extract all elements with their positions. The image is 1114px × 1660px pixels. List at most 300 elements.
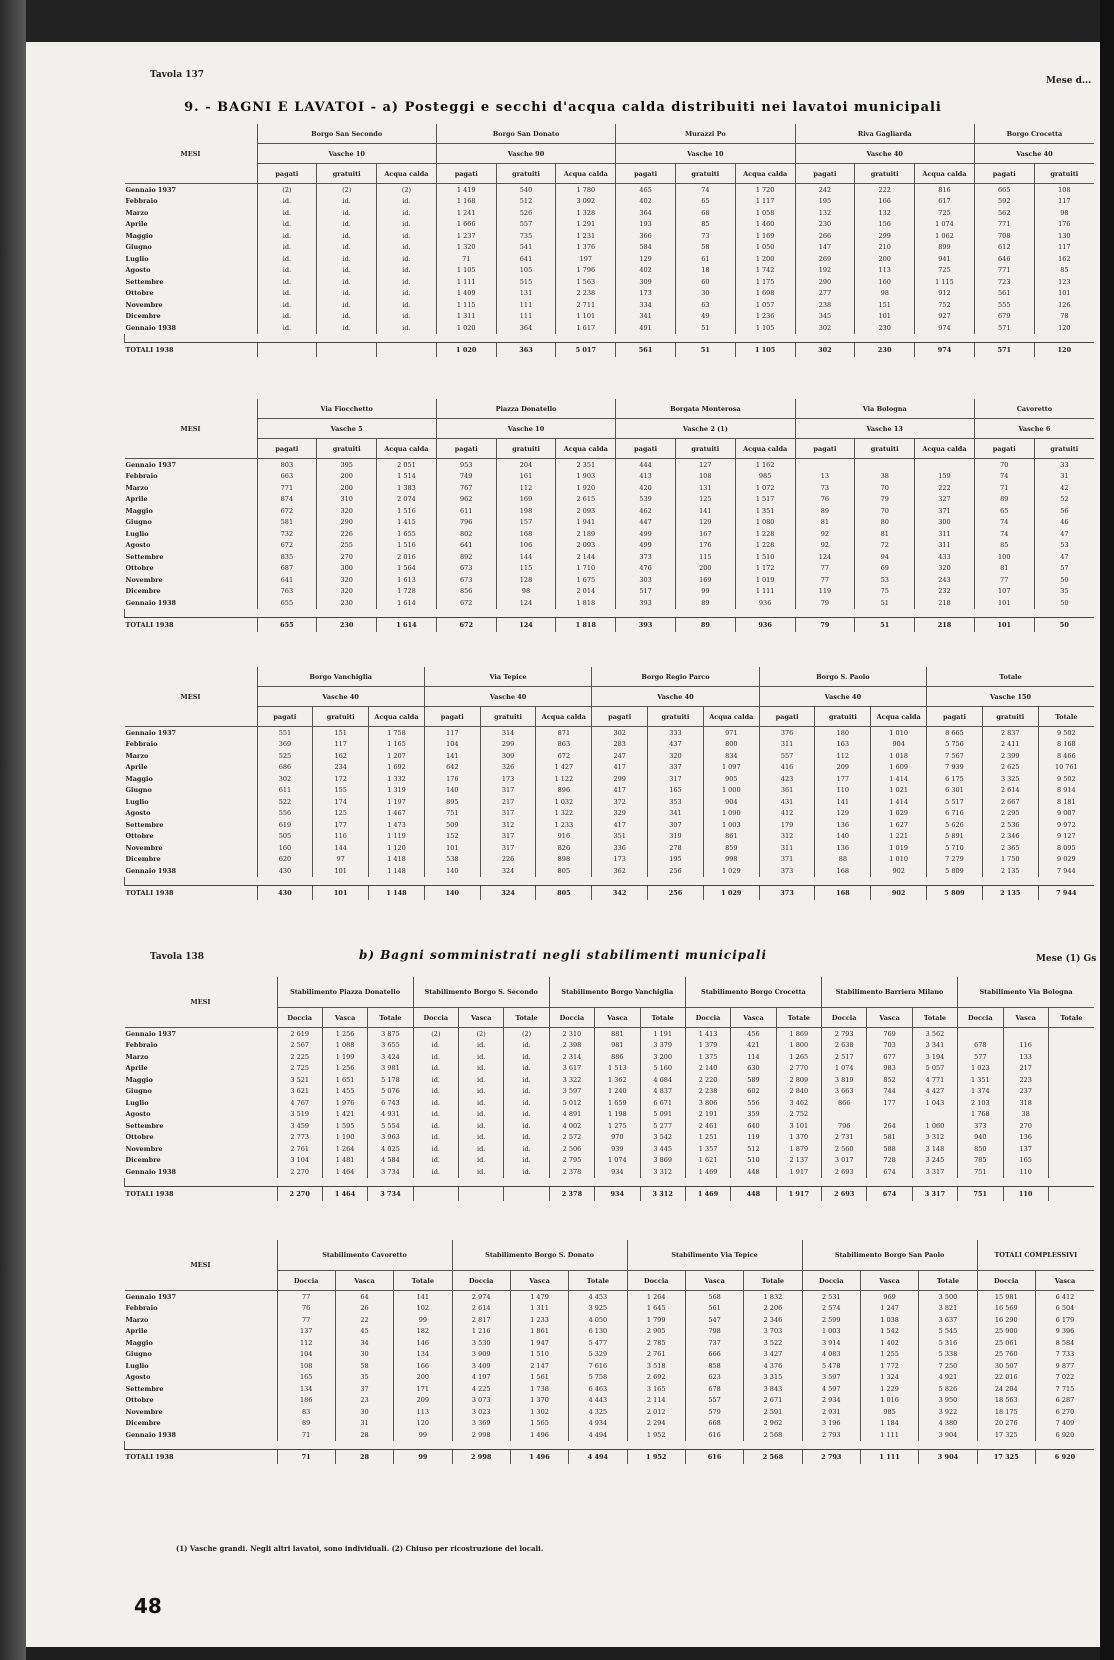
bagni2-row [125,1291,1095,1303]
value-cell: 65 [974,505,1034,517]
month-label: Dicembre [125,1156,161,1165]
value-cell [855,459,915,471]
value-cell: 551 [257,727,313,739]
value-cell: id. [413,1040,458,1052]
doccia-header: Doccia [977,1271,1035,1291]
value-cell: 4 931 [368,1109,413,1121]
value-cell: 412 [759,808,815,820]
bagni1-row [125,1109,1095,1121]
value-cell: 1 542 [860,1326,918,1338]
value-cell: 2 135 [982,865,1038,877]
value-cell: 1 233 [536,819,592,831]
value-cell: 437 [648,739,704,751]
value-cell: 362 [592,865,648,877]
total-cell: 3 312 [640,1186,685,1201]
value-cell: 476 [616,563,676,575]
value-cell: 25 900 [977,1326,1035,1338]
value-cell: 1 062 [915,230,975,242]
value-cell: 277 [795,288,855,300]
value-cell [958,1028,1003,1040]
value-cell: 465 [616,184,676,196]
vasche-header: Vasche 10 [436,419,615,439]
value-cell: 5 338 [919,1349,977,1361]
value-cell: 56 [1034,505,1094,517]
value-cell: 1 060 [912,1120,957,1132]
value-cell: id. [317,299,377,311]
value-cell: 6 671 [640,1097,685,1109]
value-cell: 73 [675,230,735,242]
month-label: Maggio [125,1075,153,1084]
vasca-header: Vasca [595,1008,640,1028]
value-cell: 320 [317,505,377,517]
bagni1-row [125,1120,1095,1132]
total-cell: 561 [616,342,676,357]
value-cell: 168 [496,528,556,540]
value-cell: id. [459,1166,504,1178]
value-cell: 3 325 [982,773,1038,785]
bagni2-row [125,1360,1095,1372]
pagati-header: pagati [436,439,496,459]
value-cell: 1 291 [556,219,616,231]
value-cell: 916 [536,831,592,843]
value-cell: 3 922 [919,1406,977,1418]
value-cell: 26 [335,1303,393,1315]
group-header: Murazzi Po [616,124,795,144]
value-cell: 6 301 [927,785,983,797]
value-cell: 2 667 [982,796,1038,808]
value-cell: 456 [731,1028,776,1040]
value-cell: 3 637 [919,1314,977,1326]
value-cell: 173 [480,773,536,785]
value-cell: 2 093 [556,540,616,552]
value-cell: id. [257,322,317,334]
value-cell: 3 734 [368,1166,413,1178]
value-cell: id. [257,219,317,231]
value-cell: 134 [394,1349,452,1361]
vasche-header: Vasche 40 [257,687,424,707]
value-cell: 2 114 [627,1395,685,1407]
vasca-header: Vasca [322,1008,367,1028]
value-cell: 110 [815,785,871,797]
value-cell: 373 [958,1120,1003,1132]
posteggi2-row [125,597,1095,609]
value-cell: 611 [257,785,313,797]
group-header: Cavoretto [974,399,1094,419]
stabilimento-header: Stabilimento Via Bologna [958,977,1094,1008]
value-cell: 72 [855,540,915,552]
bagni2-row [125,1429,1095,1441]
group-header: Borgata Monterosa [616,399,795,419]
value-cell: 131 [496,288,556,300]
value-cell: 133 [1003,1051,1048,1063]
value-cell: id. [504,1074,549,1086]
value-cell: 120 [1034,322,1094,334]
value-cell: 3 914 [802,1337,860,1349]
value-cell: 1 119 [369,831,425,843]
value-cell: 1 236 [735,311,795,323]
value-cell: 737 [685,1337,743,1349]
value-cell: id. [317,207,377,219]
value-cell: 4 837 [640,1086,685,1098]
stabilimento-header: Stabilimento Borgo San Paolo [802,1240,977,1271]
posteggi2-row [125,540,1095,552]
bagni2-row [125,1383,1095,1395]
totale-header: Totale [394,1271,452,1291]
totale-header: Totale [912,1008,957,1028]
total-cell: 1 496 [510,1449,568,1464]
value-cell: 195 [795,196,855,208]
section-title-a: 9. - BAGNI E LAVATOI - a) Posteggi e secchi d'acqua calda distribuiti nei lavatoi municipali [184,100,942,115]
vasca-header: Vasca [510,1271,568,1291]
value-cell: 985 [735,471,795,483]
value-cell: 5 826 [919,1383,977,1395]
value-cell: 1 370 [510,1395,568,1407]
value-cell: 128 [496,574,556,586]
value-cell: 1 514 [377,471,437,483]
value-cell: 1 768 [958,1109,1003,1121]
page-number: 48 [134,1594,162,1618]
value-cell: 30 [335,1406,393,1418]
value-cell: 2 931 [802,1406,860,1418]
value-cell: 1 698 [735,288,795,300]
month-label: Maggio [125,774,153,783]
value-cell: 2 840 [776,1086,821,1098]
month-label: Gennaio 1937 [125,1292,177,1301]
mesi-header: MESI [125,399,258,459]
value-cell: 4 494 [569,1429,627,1441]
value-cell: 725 [915,207,975,219]
value-cell: 99 [675,586,735,598]
value-cell: 73 [795,482,855,494]
table-posteggi-1 [124,124,1094,357]
month-label: Ottobre [125,564,154,573]
value-cell: 3 806 [685,1097,730,1109]
month-label: Settembre [125,277,164,286]
month-label: Dicembre [125,587,161,596]
value-cell: 1 332 [369,773,425,785]
value-cell: 4 427 [912,1086,957,1098]
total-cell: 363 [496,342,556,357]
value-cell: 1 651 [322,1074,367,1086]
value-cell: 146 [394,1337,452,1349]
value-cell: 744 [867,1086,912,1098]
value-cell: 3 194 [912,1051,957,1063]
posteggi1-row [125,276,1095,288]
value-cell: 556 [257,808,313,820]
value-cell: 892 [436,551,496,563]
total-cell: 1 029 [703,885,759,900]
value-cell: 1 720 [735,184,795,196]
value-cell: 539 [616,494,676,506]
value-cell: 1 613 [377,574,437,586]
value-cell: 1 799 [627,1314,685,1326]
value-cell: 7 567 [927,750,983,762]
value-cell: 177 [815,773,871,785]
month-label: Maggio [125,1338,153,1347]
month-label: Dicembre [125,1419,161,1428]
total-cell: 342 [592,885,648,900]
value-cell: 4 002 [549,1120,594,1132]
value-cell: 505 [257,831,313,843]
value-cell: id. [317,196,377,208]
value-cell: 1 379 [685,1040,730,1052]
vasca-header: Vasca [731,1008,776,1028]
value-cell: 3 409 [452,1360,510,1372]
value-cell: 3 562 [912,1028,957,1040]
value-cell: 310 [317,494,377,506]
pagati-header: pagati [257,707,313,727]
value-cell: 230 [795,219,855,231]
value-cell: 1 351 [958,1074,1003,1086]
value-cell: 1 275 [595,1120,640,1132]
month-label: Ottobre [125,832,154,841]
value-cell: 858 [685,1360,743,1372]
totale-header: Totale [368,1008,413,1028]
value-cell: 1 074 [595,1155,640,1167]
value-cell: 5 091 [640,1109,685,1121]
total-cell: 101 [313,885,369,900]
value-cell: 312 [480,819,536,831]
vasche-header: Vasche 90 [436,144,615,164]
value-cell: 317 [480,831,536,843]
value-cell: 4 225 [452,1383,510,1395]
posteggi3-row [125,819,1095,831]
value-cell: 373 [759,865,815,877]
value-cell: 97 [313,854,369,866]
value-cell: id. [413,1097,458,1109]
value-cell: 2 144 [556,551,616,563]
value-cell: 834 [703,750,759,762]
acqua-header: Acqua calda [915,439,975,459]
value-cell: 1 473 [369,819,425,831]
value-cell: 971 [703,727,759,739]
value-cell: (2) [257,184,317,196]
value-cell: 557 [496,219,556,231]
value-cell: 2 770 [776,1063,821,1075]
value-cell: 157 [496,517,556,529]
value-cell: 42 [1034,482,1094,494]
value-cell: 167 [675,528,735,540]
acqua-header: Acqua calda [735,439,795,459]
value-cell: 1 105 [436,265,496,277]
value-cell: 2 572 [549,1132,594,1144]
value-cell: 2 625 [982,762,1038,774]
value-cell: 192 [795,265,855,277]
vasche-header: Vasche 40 [424,687,591,707]
value-cell: 372 [592,796,648,808]
value-cell: 2 619 [277,1028,322,1040]
value-cell: 4 684 [640,1074,685,1086]
value-cell: 871 [536,727,592,739]
value-cell: 749 [436,471,496,483]
value-cell: 151 [855,299,915,311]
value-cell: 198 [496,505,556,517]
value-cell: 668 [685,1418,743,1430]
value-cell: 317 [480,842,536,854]
gratuiti-header: gratuiti [313,707,369,727]
value-cell: 5 756 [927,739,983,751]
month-label: Settembre [125,1384,164,1393]
value-cell: 9 502 [1038,773,1094,785]
value-cell: 182 [394,1326,452,1338]
value-cell: 557 [685,1395,743,1407]
value-cell: 329 [592,808,648,820]
posteggi3-row [125,796,1095,808]
value-cell: 1 168 [436,196,496,208]
month-label: Gennaio 1937 [125,460,177,469]
value-cell: 771 [974,265,1034,277]
value-cell: 2 314 [549,1051,594,1063]
value-cell: 2 795 [549,1155,594,1167]
value-cell: 1 197 [369,796,425,808]
value-cell: 94 [855,551,915,563]
value-cell: id. [504,1051,549,1063]
value-cell: 2 574 [802,1303,860,1315]
value-cell: 672 [257,540,317,552]
value-cell: 2 137 [776,1155,821,1167]
value-cell: 1 020 [436,322,496,334]
value-cell: 2 567 [277,1040,322,1052]
totali-complessivi-header: TOTALI COMPLESSIVI [977,1240,1094,1271]
value-cell: 210 [855,242,915,254]
pagati-header: pagati [616,439,676,459]
value-cell: 300 [915,517,975,529]
value-cell: 3 981 [368,1063,413,1075]
value-cell: 361 [759,785,815,797]
posteggi1-row [125,184,1095,196]
value-cell: 1 917 [776,1166,821,1178]
value-cell: id. [413,1120,458,1132]
value-cell: 4 083 [802,1349,860,1361]
value-cell: 1 198 [595,1109,640,1121]
value-cell: 116 [313,831,369,843]
value-cell: 2 517 [822,1051,867,1063]
month-label: Ottobre [125,289,154,298]
value-cell: 1 565 [510,1418,568,1430]
value-cell: 1 122 [536,773,592,785]
month-label: Giugno [125,786,152,795]
posteggi1-row [125,288,1095,300]
value-cell: 803 [257,459,317,471]
totale-header: Totale [744,1271,802,1291]
total-label: TOTALI 1938 [125,342,258,357]
value-cell: 3 315 [744,1372,802,1384]
gratuiti-header: gratuiti [496,164,556,184]
total-cell: 373 [759,885,815,900]
value-cell: 491 [616,322,676,334]
value-cell: 509 [424,819,480,831]
total-cell: 2 270 [277,1186,322,1201]
value-cell: 1 088 [322,1040,367,1052]
bagni1-row [125,1132,1095,1144]
totale-header: Totale [569,1271,627,1291]
value-cell [1048,1109,1094,1121]
total-cell: 6 920 [1035,1449,1094,1464]
value-cell: 74 [974,528,1034,540]
value-cell: 1 032 [536,796,592,808]
value-cell: 311 [915,528,975,540]
value-cell: 448 [731,1166,776,1178]
value-cell: 1 415 [377,517,437,529]
table-label-138: Tavola 138 [150,952,205,962]
value-cell: 5 160 [640,1063,685,1075]
value-cell [1048,1086,1094,1098]
value-cell: 616 [685,1429,743,1441]
month-label: Maggio [125,231,153,240]
value-cell: id. [317,265,377,277]
total-cell: 751 [958,1186,1003,1201]
value-cell: 2 189 [556,528,616,540]
value-cell: 5 626 [927,819,983,831]
pagati-header: pagati [616,164,676,184]
value-cell: 81 [855,528,915,540]
value-cell: 108 [277,1360,335,1372]
total-cell: 672 [436,617,496,632]
value-cell: 237 [1003,1086,1048,1098]
doccia-header: Doccia [822,1008,867,1028]
value-cell: 402 [616,196,676,208]
posteggi3-row [125,831,1095,843]
value-cell: 3 165 [627,1383,685,1395]
value-cell: 151 [313,727,369,739]
value-cell: 64 [335,1291,393,1303]
value-cell: 1 057 [735,299,795,311]
month-label: Dicembre [125,312,161,321]
value-cell: 373 [616,551,676,563]
value-cell: 1 058 [735,207,795,219]
value-cell: id. [504,1097,549,1109]
value-cell: 7 279 [927,854,983,866]
value-cell: 1 516 [377,505,437,517]
gratuiti-header: gratuiti [480,707,536,727]
value-cell: 1 455 [322,1086,367,1098]
month-label: Gennaio 1938 [125,598,177,607]
value-cell: 969 [860,1291,918,1303]
value-cell: 2 934 [802,1395,860,1407]
value-cell: 881 [595,1028,640,1040]
value-cell: 1 003 [703,819,759,831]
month-label: Gennaio 1938 [125,1430,177,1439]
value-cell: 1 228 [735,540,795,552]
posteggi3-row [125,785,1095,797]
value-cell: 4 025 [368,1143,413,1155]
value-cell: 3 445 [640,1143,685,1155]
value-cell: 33 [1034,459,1094,471]
value-cell: 204 [496,459,556,471]
value-cell: 1 479 [510,1291,568,1303]
totale-header: Totale [504,1008,549,1028]
value-cell: 58 [675,242,735,254]
value-cell: 46 [1034,517,1094,529]
value-cell: 6 920 [1035,1429,1094,1441]
header-right: Mese d... [1046,76,1092,86]
value-cell: 1 043 [912,1097,957,1109]
value-cell: 4 197 [452,1372,510,1384]
total-cell: 655 [257,617,317,632]
posteggi3-row [125,727,1095,739]
value-cell: 672 [257,505,317,517]
value-cell: 163 [815,739,871,751]
value-cell: 1 221 [871,831,927,843]
total-label: TOTALI 1938 [125,1186,278,1201]
value-cell: 317 [480,808,536,820]
posteggi1-row [125,322,1095,334]
pagati-header: pagati [927,707,983,727]
value-cell: 641 [496,253,556,265]
value-cell: 101 [855,311,915,323]
value-cell: 317 [480,785,536,797]
group-header: Borgo S. Paolo [759,667,926,687]
